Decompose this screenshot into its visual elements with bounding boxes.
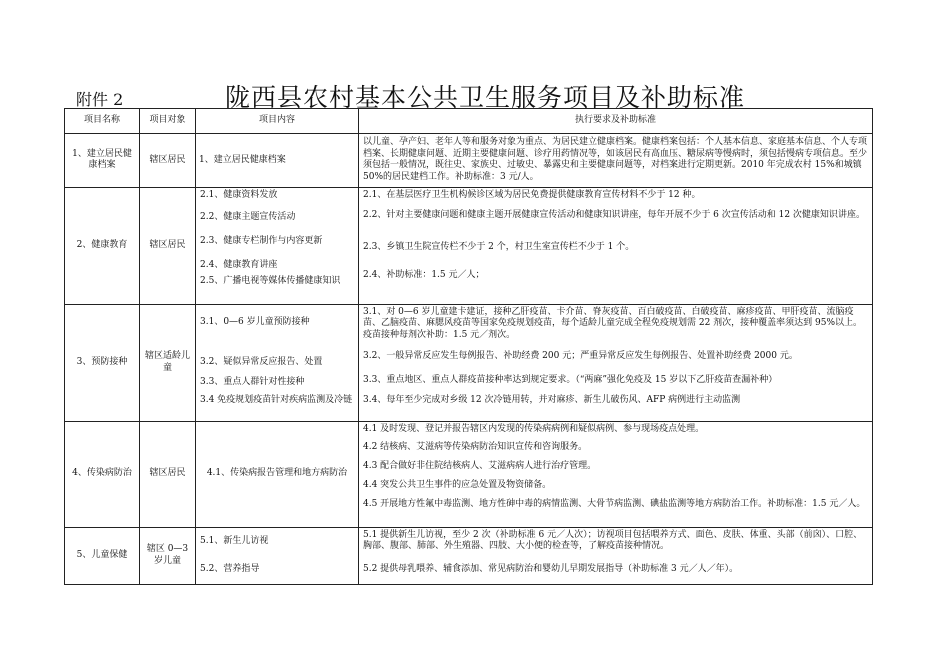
target-cell: 辖区 0—3 岁儿童 — [140, 527, 196, 584]
requirement-item: 4.3 配合做好非住院结核病人、艾滋病病人进行治疗管理。 — [363, 460, 597, 471]
table-row — [65, 304, 873, 421]
table-row — [65, 134, 873, 188]
content-item: 2.5、广播电视等媒体传播健康知识 — [200, 275, 341, 286]
content-cell — [196, 527, 359, 584]
requirement-item: 4.2 结核病、艾滋病等传染病防治知识宣传和咨询服务。 — [363, 441, 588, 452]
column-header: 项目名称 — [65, 109, 140, 134]
content-cell — [196, 304, 359, 421]
requirement-item: 3.3、重点地区、重点人群疫苗接种率达到规定要求。（“两麻”强化免疫及 15 岁以下乙肝疫苗查漏补种） — [363, 374, 778, 385]
content-item: 3.3、重点人群针对性接种 — [200, 376, 305, 387]
requirement-item: 3.1、对 0—6 岁儿童建卡建证，接种乙肝疫苗、卡介苗、脊灰疫苗、百白破疫苗、白破疫苗、麻疹疫苗、甲肝疫苗、流脑疫苗、乙脑疫苗、麻腮风疫苗等国家免疫规划疫苗，每个适龄儿童完成全程免疫规划需 22 剂次，接种覆盖率须达到 95%以上。疫苗接种每剂次补助：1.5 元／剂次。 — [363, 306, 863, 341]
requirement-item: 4.1 及时发现、登记并报告辖区内发现的传染病病例和疑似病例、参与现场疫点处理。 — [363, 423, 705, 434]
annex-label: 附件 2 — [76, 90, 124, 109]
requirement-cell — [359, 304, 873, 421]
content-item: 2.4、健康教育讲座 — [200, 259, 278, 270]
content-cell: 1、建立居民健康档案 — [196, 134, 359, 188]
item-name-cell: 5、儿童保健 — [65, 527, 140, 584]
target-cell: 辖区居民 — [140, 134, 196, 188]
content-cell: 4.1、传染病报告管理和地方病防治 — [196, 421, 359, 527]
content-item: 5.2、营养指导 — [200, 563, 260, 574]
requirement-cell: 以儿童、孕产妇、老年人等和服务对象为重点、为居民建立健康档案。健康档案包括：个人基本信息、家庭基本信息、个人专项档案、长期健康问题、近期主要健康问题、诊疗用药情况等，如该居民有高血压、糖尿病等慢病时，须包括慢病专项信息。至少须包括一般情况，既往史、家族史、过敏史、暴露史和主要健康问题等，对档案进行定期更新。2010 年完成农村 15%和城镇 50%的居民建档工作。补助标准：3 元/人。 — [359, 134, 873, 188]
requirement-item: 4.4 突发公共卫生事件的应急处置及物资储备。 — [363, 479, 552, 490]
content-item: 5.1、新生儿访视 — [200, 535, 269, 546]
requirement-item: 4.5 开展地方性氟中毒监测、地方性砷中毒的病情监测、大骨节病监测、碘盐监测等地方病防治工作。补助标准：1.5 元／人。 — [363, 498, 866, 509]
content-item: 2.1、健康资料发放 — [200, 189, 278, 200]
content-item: 2.2、健康主题宣传活动 — [200, 211, 296, 222]
requirement-item: 3.2、一般异常反应发生每例报告、补助经费 200 元；严重异常反应发生每例报告、处置补助经费 2000 元。 — [363, 350, 798, 361]
content-cell — [196, 187, 359, 304]
requirement-item: 2.2、针对主要健康问题和健康主题开展健康宣传活动和健康知识讲座，每年开展不少于 6 次宣传活动和 12 次健康知识讲座。 — [363, 209, 865, 220]
column-header: 项目对象 — [140, 109, 196, 134]
item-name-cell: 4、传染病防治 — [65, 421, 140, 527]
document-title: 陇西县农村基本公共卫生服务项目及补助标准 — [225, 83, 746, 112]
content-item: 3.1、0—6 岁儿童预防接种 — [200, 316, 310, 327]
item-name-cell: 2、健康教育 — [65, 187, 140, 304]
content-item: 3.4 免疫规划疫苗针对疾病监测及冷链 — [200, 394, 353, 405]
target-cell: 辖区居民 — [140, 187, 196, 304]
service-standards-table — [64, 108, 873, 585]
requirement-cell — [359, 527, 873, 584]
requirement-item: 5.2 提供母乳喂养、辅食添加、常见病防治和婴幼儿早期发展指导（补助标准 3 元／人／年）。 — [363, 563, 739, 574]
item-name-cell: 3、预防接种 — [65, 304, 140, 421]
requirement-cell — [359, 421, 873, 527]
column-header: 执行要求及补助标准 — [359, 109, 873, 134]
table-header-row — [65, 109, 873, 134]
requirement-item: 5.1 提供新生儿访视，至少 2 次（补助标准 6 元／人次）；访视项目包括喂养方式、面色、皮肤、体重、头部（前囟）、口腔、胸部、腹部、肺部、外生殖器、四肢、大小便的检查等，了解疫苗接种情况。 — [363, 529, 863, 552]
table-row — [65, 527, 873, 584]
requirement-cell — [359, 187, 873, 304]
content-item: 3.2、疑似异常反应报告、处置 — [200, 356, 323, 367]
requirement-item: 2.3、乡镇卫生院宣传栏不少于 2 个，村卫生室宣传栏不少于 1 个。 — [363, 241, 635, 252]
target-cell: 辖区居民 — [140, 421, 196, 527]
content-item: 2.3、健康专栏制作与内容更新 — [200, 235, 323, 246]
requirement-item: 3.4、每年至少完成对乡级 12 次冷链用转，并对麻疹、新生儿破伤风、AFP 病例进行主动监测 — [363, 394, 741, 405]
target-cell: 辖区适龄儿童 — [140, 304, 196, 421]
table-row — [65, 187, 873, 304]
column-header: 项目内容 — [196, 109, 359, 134]
table-row — [65, 421, 873, 527]
item-name-cell: 1、建立居民健康档案 — [65, 134, 140, 188]
requirement-item: 2.4、补助标准：1.5 元／人； — [363, 269, 485, 280]
requirement-item: 2.1、在基层医疗卫生机构候诊区域为居民免费提供健康教育宣传材料不少于 12 种。 — [363, 189, 701, 200]
